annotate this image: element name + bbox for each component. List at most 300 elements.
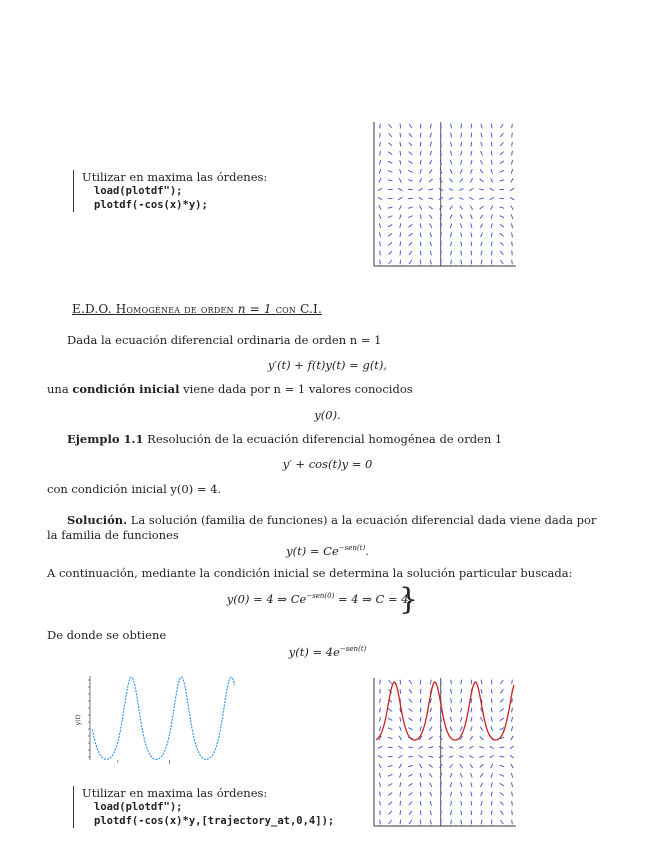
field-arrow — [400, 142, 401, 147]
maxima-snippet-2 — [73, 786, 334, 828]
field-arrow — [491, 142, 492, 147]
solution-line-1: Solución. La solución (familia de funciones) a la ecuación diferencial dada viene dada por — [67, 513, 597, 527]
field-arrow — [471, 160, 472, 165]
field-arrow — [451, 698, 452, 703]
field-arrow — [490, 746, 494, 748]
field-arrow — [409, 152, 413, 155]
field-arrow — [379, 223, 380, 228]
field-arrow — [420, 708, 421, 713]
field-arrow — [511, 726, 512, 731]
field-arrow — [409, 133, 412, 137]
field-arrow — [409, 242, 412, 245]
field-arrow — [420, 773, 422, 778]
field-arrow — [450, 717, 452, 722]
field-arrow — [430, 142, 432, 147]
field-arrow — [461, 251, 462, 256]
field-arrow — [450, 179, 453, 183]
field-arrow — [388, 170, 392, 172]
field-arrow — [500, 161, 504, 164]
field-arrow — [512, 151, 513, 156]
field-arrow — [450, 792, 451, 797]
field-arrow — [459, 198, 463, 200]
field-arrow — [500, 242, 503, 245]
field-arrow — [400, 801, 401, 806]
field-arrow — [491, 782, 492, 787]
field-arrow — [420, 689, 421, 694]
field-arrow — [388, 765, 393, 766]
field-arrow — [400, 689, 401, 694]
field-arrow — [420, 124, 421, 129]
field-arrow — [388, 783, 392, 785]
field-arrow — [420, 792, 421, 797]
field-arrow — [429, 765, 433, 768]
field-arrow — [451, 260, 452, 265]
field-arrow — [512, 708, 513, 713]
field-arrow — [491, 764, 493, 768]
field-arrow — [450, 169, 452, 173]
field-arrow — [428, 198, 433, 199]
field-arrow — [471, 726, 473, 730]
field-arrow — [450, 782, 452, 787]
field-arrow — [500, 680, 503, 684]
maxima-snippet-1 — [73, 170, 267, 212]
field-arrow — [491, 133, 492, 138]
paragraph-1: Dada la ecuación diferencial ordinaria de orden n = 1 — [67, 333, 382, 347]
field-arrow — [451, 242, 452, 247]
field-arrow — [481, 689, 482, 694]
field-arrow — [470, 178, 473, 182]
field-arrow — [400, 717, 401, 722]
field-arrow — [380, 810, 381, 815]
section-title: E.D.O. Homogénea de orden n = 1 con C.I. — [72, 302, 323, 316]
field-arrow — [500, 774, 504, 776]
field-arrow — [380, 801, 381, 806]
example-heading: Ejemplo 1.1 Resolución de la ecuación diferencial homogénea de orden 1 — [67, 432, 503, 446]
field-arrow — [481, 151, 483, 155]
field-arrow — [389, 811, 392, 814]
field-arrow — [378, 746, 382, 748]
field-arrow — [480, 765, 484, 768]
field-arrow — [461, 792, 462, 797]
field-arrow — [451, 124, 452, 129]
field-arrow — [399, 205, 401, 209]
field-arrow — [460, 727, 462, 731]
field-arrow — [400, 151, 401, 156]
field-arrow — [400, 782, 401, 787]
field-arrow — [491, 160, 492, 165]
field-arrow — [398, 197, 402, 200]
field-arrow — [420, 726, 422, 731]
field-arrow — [420, 241, 421, 246]
field-arrow — [461, 242, 462, 247]
field-arrow — [470, 206, 473, 210]
field-arrow — [480, 179, 484, 182]
field-arrow — [500, 811, 503, 815]
field-arrow — [471, 151, 472, 156]
field-arrow — [480, 206, 484, 209]
field-arrow — [380, 251, 381, 256]
field-arrow — [400, 214, 401, 219]
field-arrow — [449, 756, 453, 758]
field-arrow — [400, 223, 401, 228]
field-arrow — [430, 260, 431, 265]
field-arrow — [491, 260, 492, 265]
field-arrow — [379, 764, 381, 768]
field-arrow — [388, 216, 392, 218]
field-arrow — [400, 810, 401, 815]
field-arrow — [459, 746, 463, 748]
field-arrow — [449, 198, 453, 200]
field-arrow — [471, 717, 472, 722]
field-arrow — [460, 782, 462, 787]
field-arrow — [409, 792, 413, 795]
field-arrow — [399, 764, 401, 768]
field-arrow — [379, 782, 380, 787]
field-arrow — [511, 169, 512, 174]
field-arrow — [420, 717, 421, 722]
field-arrow — [389, 251, 392, 254]
field-arrow — [451, 142, 452, 147]
field-arrow — [409, 811, 412, 815]
field-arrow — [429, 215, 432, 219]
field-arrow — [408, 180, 413, 181]
field-arrow — [491, 792, 492, 797]
field-arrow — [451, 820, 452, 825]
field-arrow — [500, 207, 505, 208]
field-arrow — [460, 206, 463, 210]
field-arrow — [490, 197, 494, 199]
field-arrow — [441, 820, 442, 825]
field-arrow — [430, 783, 432, 787]
field-arrow — [399, 736, 401, 740]
field-arrow — [450, 160, 452, 165]
field-arrow — [379, 773, 381, 778]
field-arrow — [428, 189, 433, 190]
y-axis-label: y(t) — [75, 714, 82, 726]
field-arrow — [471, 792, 472, 797]
field-arrow — [460, 717, 462, 722]
field-arrow — [380, 689, 381, 694]
field-arrow — [500, 142, 503, 145]
field-arrow — [450, 727, 452, 731]
field-arrow — [500, 689, 503, 693]
field-arrow — [428, 756, 433, 757]
field-arrow — [380, 142, 381, 147]
field-arrow — [500, 251, 503, 255]
field-arrow — [491, 178, 493, 182]
field-arrow — [400, 241, 401, 246]
field-arrow — [481, 251, 482, 256]
field-arrow — [388, 152, 392, 155]
field-arrow — [479, 198, 484, 199]
field-arrow — [400, 792, 401, 797]
field-arrow — [429, 737, 433, 740]
field-arrow — [420, 260, 421, 265]
trajectory-curve — [376, 682, 514, 740]
field-arrow — [500, 820, 503, 824]
field-arrow — [491, 169, 493, 174]
field-arrow — [430, 251, 431, 256]
field-arrow — [420, 214, 422, 219]
field-arrow — [388, 793, 392, 796]
field-arrow — [500, 765, 505, 766]
field-arrow — [461, 142, 462, 147]
field-arrow — [429, 727, 432, 731]
field-arrow — [460, 160, 462, 165]
field-arrow — [471, 214, 473, 218]
field-arrow — [451, 680, 452, 685]
field-arrow — [450, 223, 452, 228]
snippet-line-2: plotdf(-cos(x)*y,[trajectory_at,0,4]); — [94, 815, 335, 827]
field-arrow — [481, 801, 483, 806]
field-arrow — [500, 783, 504, 786]
field-arrow — [419, 755, 423, 757]
field-arrow — [461, 810, 462, 815]
field-arrow — [420, 820, 421, 825]
field-arrow — [512, 820, 513, 825]
field-arrow — [491, 801, 492, 806]
field-arrow — [469, 188, 473, 190]
field-arrow — [512, 680, 513, 685]
equation-1: y′(t) + f(t)y(t) = g(t), — [267, 358, 388, 372]
field-arrow — [480, 737, 484, 740]
field-arrow — [491, 717, 492, 722]
field-arrow — [420, 151, 421, 156]
field-arrow — [399, 178, 401, 182]
field-arrow — [471, 820, 472, 825]
field-arrow — [461, 260, 462, 265]
field-arrow — [430, 792, 432, 796]
field-arrow — [461, 151, 462, 156]
field-arrow — [491, 241, 492, 246]
field-arrow — [400, 124, 401, 129]
field-arrow — [511, 773, 512, 778]
field-arrow — [480, 727, 483, 731]
field-arrow — [461, 124, 462, 129]
field-arrow — [420, 782, 421, 787]
field-arrow — [471, 242, 472, 247]
field-arrow — [400, 133, 401, 138]
field-arrow — [461, 708, 462, 713]
field-arrow — [430, 224, 432, 228]
field-arrow — [460, 223, 462, 228]
field-arrow — [380, 151, 381, 156]
field-arrow — [491, 124, 492, 129]
paragraph-4: A continuación, mediante la condición inicial se determina la solución particular buscada: — [47, 566, 573, 580]
paragraph-3: con condición inicial y(0) = 4. — [47, 482, 222, 496]
field-arrow — [379, 205, 381, 209]
field-arrow — [450, 708, 451, 713]
field-arrow — [388, 233, 392, 236]
field-arrow — [388, 737, 393, 738]
field-arrow — [400, 773, 401, 778]
field-arrow — [469, 746, 473, 748]
field-arrow — [409, 708, 413, 711]
direction-field-plot-trajectory — [368, 672, 520, 836]
field-arrow — [500, 224, 504, 227]
field-arrow — [470, 736, 473, 740]
field-arrow — [409, 233, 413, 236]
field-arrow — [471, 133, 472, 138]
field-arrow — [512, 251, 513, 256]
field-arrow — [500, 792, 504, 795]
field-arrow — [471, 232, 472, 237]
field-arrow — [408, 718, 412, 721]
direction-field-plot-top — [368, 116, 520, 276]
field-arrow — [510, 755, 514, 758]
field-arrow — [480, 215, 483, 219]
field-arrow — [450, 151, 451, 156]
field-arrow — [379, 214, 381, 219]
field-arrow — [429, 169, 432, 173]
solution-curve-plot — [72, 672, 242, 772]
field-arrow — [419, 188, 423, 190]
field-arrow — [430, 124, 431, 129]
snippet-intro: Utilizar en maxima las órdenes: — [82, 786, 268, 800]
field-arrow — [408, 765, 413, 766]
field-arrow — [500, 802, 503, 805]
field-arrow — [398, 755, 402, 758]
field-arrow — [511, 764, 513, 768]
field-arrow — [398, 188, 402, 191]
equation-3: y′ + cos(t)y = 0 — [282, 457, 373, 471]
field-arrow — [491, 232, 492, 237]
field-arrow — [388, 718, 392, 720]
field-arrow — [481, 233, 483, 237]
field-arrow — [380, 680, 381, 685]
field-arrow — [500, 718, 504, 721]
field-arrow — [471, 810, 472, 815]
field-arrow — [500, 133, 503, 137]
field-arrow — [479, 189, 484, 190]
field-arrow — [379, 169, 381, 174]
field-arrow — [491, 151, 492, 156]
field-arrow — [450, 215, 452, 219]
field-arrow — [408, 774, 412, 776]
field-arrow — [512, 260, 513, 265]
field-arrow — [400, 820, 401, 825]
field-arrow — [379, 726, 381, 731]
field-arrow — [430, 242, 432, 247]
field-arrow — [491, 698, 492, 703]
field-arrow — [512, 810, 513, 815]
field-arrow — [461, 698, 462, 703]
field-arrow — [500, 180, 505, 181]
field-arrow — [491, 680, 492, 685]
field-arrow — [420, 251, 421, 256]
field-arrow — [389, 680, 392, 684]
field-arrow — [480, 783, 482, 787]
field-arrow — [511, 178, 513, 182]
field-arrow — [428, 747, 433, 748]
field-arrow — [400, 251, 401, 256]
field-arrow — [460, 169, 462, 173]
field-arrow — [500, 152, 504, 155]
field-arrow — [470, 764, 473, 768]
field-arrow — [471, 142, 472, 147]
field-arrow — [471, 169, 473, 173]
field-arrow — [451, 810, 452, 815]
field-arrow — [480, 160, 482, 164]
field-arrow — [408, 224, 412, 227]
field-arrow — [409, 124, 412, 128]
field-arrow — [471, 260, 472, 265]
field-arrow — [471, 251, 472, 256]
field-arrow — [408, 161, 412, 164]
solution-line-2: la familia de funciones — [47, 528, 179, 542]
field-arrow — [389, 124, 392, 128]
field-arrow — [409, 820, 412, 824]
field-arrow — [512, 792, 513, 797]
snippet-line-1: load(plotdf"); — [94, 801, 183, 813]
field-arrow — [451, 689, 452, 694]
field-arrow — [510, 188, 514, 191]
field-arrow — [500, 699, 503, 702]
field-arrow — [512, 142, 513, 147]
field-arrow — [430, 160, 432, 164]
field-arrow — [419, 746, 423, 748]
field-arrow — [491, 214, 493, 219]
field-arrow — [419, 178, 421, 182]
field-arrow — [378, 188, 382, 190]
field-arrow — [409, 699, 412, 702]
field-arrow — [459, 189, 463, 191]
field-arrow — [420, 680, 421, 685]
field-arrow — [471, 698, 472, 703]
field-arrow — [430, 233, 432, 237]
field-arrow — [380, 133, 381, 138]
field-arrow — [430, 810, 431, 815]
field-arrow — [511, 160, 512, 165]
field-arrow — [491, 708, 492, 713]
field-arrow — [420, 810, 421, 815]
field-arrow — [380, 124, 381, 129]
field-arrow — [420, 223, 421, 228]
field-arrow — [491, 820, 492, 825]
field-arrow — [389, 133, 392, 136]
field-arrow — [450, 764, 453, 768]
field-arrow — [430, 717, 432, 721]
field-arrow — [409, 251, 412, 255]
field-arrow — [491, 726, 493, 731]
field-arrow — [379, 717, 380, 722]
field-arrow — [491, 205, 493, 209]
field-arrow — [471, 782, 472, 787]
field-arrow — [510, 746, 514, 749]
field-arrow — [480, 224, 482, 228]
field-arrow — [420, 801, 421, 806]
field-arrow — [480, 717, 482, 721]
field-arrow — [430, 820, 431, 825]
field-arrow — [398, 746, 402, 749]
field-arrow — [500, 233, 504, 236]
field-arrow — [461, 820, 462, 825]
field-arrow — [420, 160, 421, 165]
field-arrow — [460, 773, 462, 777]
paragraph-2: una condición inicial viene dada por n = 1 valores conocidos — [47, 382, 413, 396]
field-arrow — [420, 698, 421, 703]
field-arrow — [500, 260, 503, 264]
field-arrow — [449, 746, 453, 748]
field-arrow — [408, 170, 412, 172]
field-arrow — [451, 251, 452, 256]
field-arrow — [380, 260, 381, 265]
field-arrow — [512, 133, 513, 138]
field-arrow — [500, 170, 504, 172]
equation-6: $y(t) = 4e^{-sen(t)}$ — [288, 645, 367, 659]
field-arrow — [512, 232, 513, 237]
field-arrow — [400, 680, 401, 685]
